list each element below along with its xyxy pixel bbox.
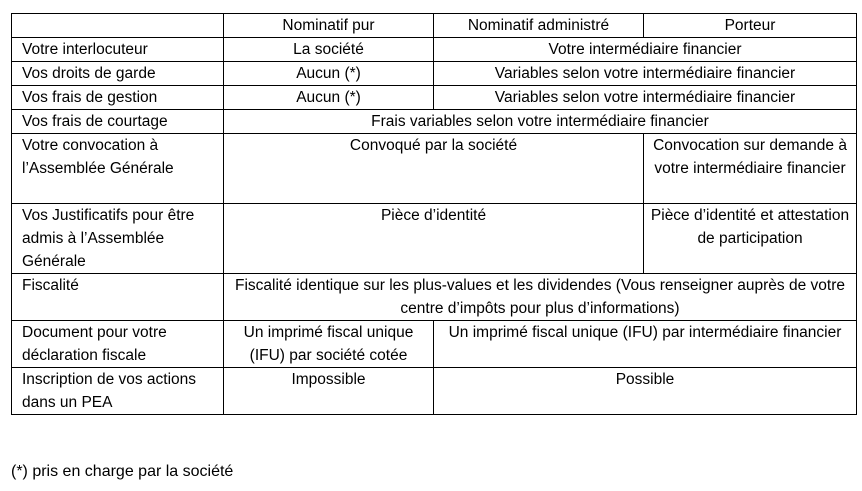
- cell-nominatif: Convoqué par la société: [224, 134, 644, 204]
- header-nominatif-pur: Nominatif pur: [224, 14, 434, 38]
- row-label: Document pour votre déclaration fiscale: [12, 321, 224, 368]
- row-fiscalite: [12, 274, 857, 321]
- cell-porteur: Convocation sur demande à votre intermédiaire financier: [644, 134, 857, 204]
- header-nominatif-administre: Nominatif administré: [434, 14, 644, 38]
- cell-nominatif-pur: Impossible: [224, 368, 434, 415]
- cell-porteur: Pièce d’identité et attestation de participation: [644, 204, 857, 274]
- row-label: Votre interlocuteur: [12, 38, 224, 62]
- cell-all-modes: Fiscalité identique sur les plus-values et les dividendes (Vous renseigner auprès de votre centre d’impôts pour plus d’informations): [224, 274, 857, 321]
- cell-administre-porteur: Un imprimé fiscal unique (IFU) par intermédiaire financier: [434, 321, 857, 368]
- cell-nominatif-pur: La société: [224, 38, 434, 62]
- row-frais-de-gestion: [12, 86, 857, 110]
- cell-nominatif: Pièce d’identité: [224, 204, 644, 274]
- cell-nominatif-pur: Aucun (*): [224, 86, 434, 110]
- header-row: [12, 14, 857, 38]
- row-label: Vos frais de courtage: [12, 110, 224, 134]
- comparison-table: [11, 13, 857, 415]
- cell-nominatif-pur: Un imprimé fiscal unique (IFU) par société cotée: [224, 321, 434, 368]
- header-porteur: Porteur: [644, 14, 857, 38]
- cell-administre-porteur: Variables selon votre intermédiaire financier: [434, 62, 857, 86]
- cell-administre-porteur: Votre intermédiaire financier: [434, 38, 857, 62]
- header-cell-empty: [12, 14, 224, 38]
- row-label: Vos frais de gestion: [12, 86, 224, 110]
- row-justificatifs: [12, 204, 857, 274]
- cell-all-modes: Frais variables selon votre intermédiaire financier: [224, 110, 857, 134]
- row-droits-de-garde: [12, 62, 857, 86]
- row-label: Fiscalité: [12, 274, 224, 321]
- row-label: Inscription de vos actions dans un PEA: [12, 368, 224, 415]
- row-document-fiscal: [12, 321, 857, 368]
- row-label: Vos droits de garde: [12, 62, 224, 86]
- cell-nominatif-pur: Aucun (*): [224, 62, 434, 86]
- row-convocation: [12, 134, 857, 204]
- row-label: Vos Justificatifs pour être admis à l’Assemblée Générale: [12, 204, 224, 274]
- row-pea: [12, 368, 857, 415]
- cell-administre-porteur: Variables selon votre intermédiaire financier: [434, 86, 857, 110]
- footnote: (*) pris en charge par la société: [11, 463, 234, 480]
- row-frais-de-courtage: [12, 110, 857, 134]
- cell-administre-porteur: Possible: [434, 368, 857, 415]
- row-interlocuteur: [12, 38, 857, 62]
- row-label: Votre convocation à l’Assemblée Générale: [12, 134, 224, 204]
